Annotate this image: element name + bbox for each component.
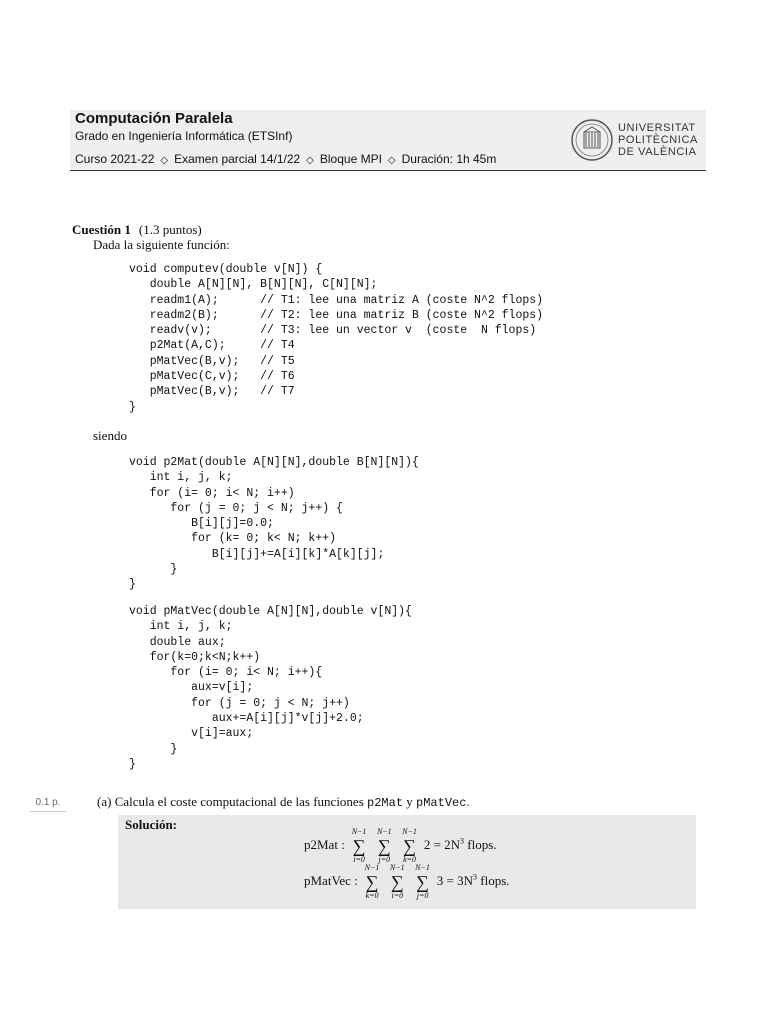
solution-label: Solución: xyxy=(125,817,178,832)
code-computev: void computev(double v[N]) { double A[N][N], B[N][N], C[N][N]; readm1(A); // T1: lee una matriz A (coste N^2 flops) readm2(B); // T2: lee una matriz B (coste N^2 flops) readv(v); // T3: lee un vector v (coste N flops) p2Mat(A,C); // T4 pMatVec(B,v); // T5 pMatVec(C,v); // T6 pMatVec(B,v); // T7 } xyxy=(129,263,544,414)
formula-pmatvec xyxy=(304,863,510,900)
sum-symbol: N−1 ∑ j=0 xyxy=(376,827,392,864)
f1-exponent: 3 xyxy=(460,836,465,846)
separator-icon: ◇ xyxy=(387,155,396,166)
exam-header xyxy=(70,110,706,171)
separator-icon: ◇ xyxy=(306,155,314,166)
separator-icon: ◇ xyxy=(160,155,169,166)
university-logo xyxy=(570,118,702,166)
f1-unit: flops. xyxy=(467,836,497,852)
meta-exam: Examen parcial 14/1/22 xyxy=(174,152,301,166)
siendo-text: siendo xyxy=(93,428,127,443)
f2-unit: flops. xyxy=(480,872,510,888)
part-a-text: Calcula el coste computacional de las funciones xyxy=(114,794,364,809)
code-p2mat: void p2Mat(double A[N][N],double B[N][N]){ int i, j, k; for (i= 0; i< N; i++) for (j = 0; j < N; j++) { B[i][j]=0.0; for (k= 0; k< N; k++) B[i][j]+=A[i][k]*A[k][j]; } } xyxy=(129,456,419,592)
sum-symbol: N−1 ∑ j=0 xyxy=(415,863,430,900)
question-points: (1.3 puntos) xyxy=(138,222,202,237)
part-a-end: . xyxy=(466,794,470,809)
degree-name: Grado en Ingeniería Informática (ETSInf) xyxy=(75,129,293,143)
sum-symbol: N−1 ∑ k=0 xyxy=(364,863,380,900)
meta-year: Curso 2021-22 xyxy=(75,152,155,166)
fn-p2mat: p2Mat xyxy=(367,796,404,810)
f1-name: p2Mat : xyxy=(304,836,345,852)
f2-exponent: 3 xyxy=(473,872,478,882)
exam-meta xyxy=(75,152,496,166)
meta-block: Bloque MPI xyxy=(319,152,382,166)
f2-body: 3 = 3N xyxy=(436,872,474,888)
formula-p2mat xyxy=(304,827,497,864)
sum-symbol: N−1 ∑ i=0 xyxy=(389,863,405,900)
meta-duration: Duración: 1h 45m xyxy=(401,152,497,166)
sum-symbol: N−1 ∑ k=0 xyxy=(402,827,417,864)
code-pmatvec: void pMatVec(double A[N][N],double v[N]){ int i, j, k; double aux; for(k=0;k<N;k++) for (i= 0; i< N; i++){ aux=v[i]; for (j = 0; j < N; j++) aux+=A[i][j]*v[j]+2.0; v[i]=aux; } } xyxy=(129,605,412,771)
f1-body: 2 = 2N xyxy=(423,836,461,852)
fn-pmatvec: pMatVec xyxy=(416,796,467,810)
part-a-points: 0.1 p. xyxy=(30,795,66,812)
course-title: Computación Paralela xyxy=(75,110,233,127)
part-a-conj: y xyxy=(406,794,413,809)
part-a-label: (a) xyxy=(97,794,112,809)
sum-symbol: N−1 ∑ i=0 xyxy=(351,827,367,864)
question-intro: Dada la siguiente función: xyxy=(93,237,230,252)
logo-line-1: UNIVERSITAT xyxy=(618,122,696,134)
f2-name: pMatVec : xyxy=(304,872,358,888)
solution-box xyxy=(118,815,696,909)
logo-line-2: POLITÈCNICA xyxy=(618,134,698,146)
question-number: Cuestión 1 xyxy=(72,222,131,237)
question-title xyxy=(72,222,202,238)
part-a-statement xyxy=(97,794,470,810)
logo-line-3: DE VALÈNCIA xyxy=(618,146,697,158)
university-seal-icon xyxy=(570,118,614,162)
